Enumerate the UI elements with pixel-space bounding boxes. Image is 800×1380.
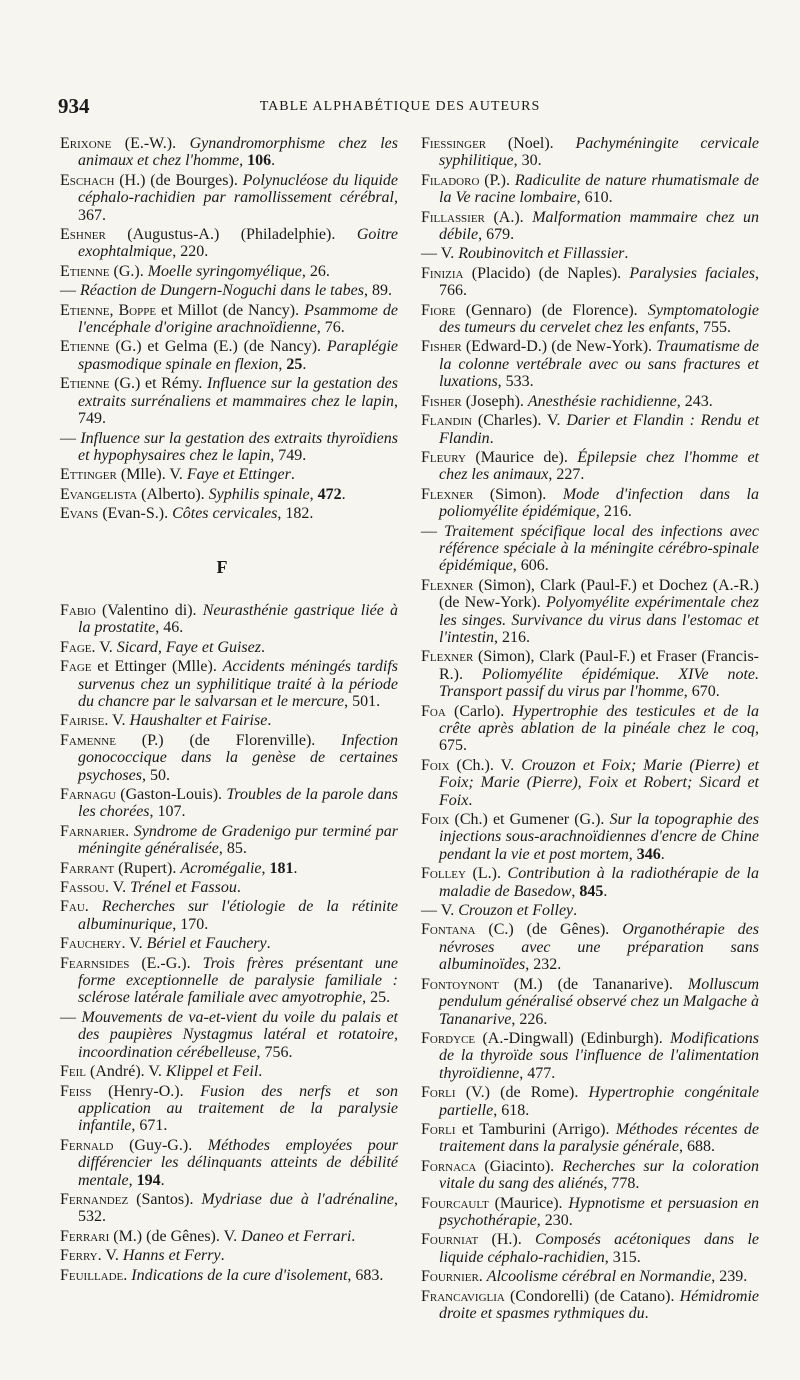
entry-detail: (Maurice de).	[465, 448, 578, 466]
entry-author: Foix	[421, 811, 450, 829]
entry-detail: (G.).	[109, 262, 148, 280]
index-entry: Ferry. V. Hanns et Ferry.	[60, 1247, 225, 1265]
entry-author: Fisher	[421, 392, 462, 410]
entry-detail: (Joseph).	[461, 392, 528, 410]
index-entry: Erixone (E.-W.). Gynandromorphisme chez les animaux et chez l'homme, 106.	[60, 135, 398, 170]
entry-page: 749	[78, 410, 102, 428]
entry-detail: .	[478, 1268, 487, 1286]
entries-f-right	[421, 135, 759, 1322]
entry-page: 766	[439, 282, 463, 300]
entry-author: Foix	[421, 756, 450, 774]
page-number: 934	[58, 94, 90, 118]
entry-author: Fontana	[421, 921, 476, 939]
entry-page: 106	[247, 152, 272, 170]
entry-page: 26	[309, 262, 326, 280]
entry-page: 749	[278, 446, 303, 464]
entry-title: Klippel et Feil	[165, 1063, 259, 1081]
entry-page: 606	[520, 557, 545, 575]
entry-title: Goitre exophtalmique	[78, 226, 398, 261]
index-entry: Feil (André). V. Klippel et Feil.	[60, 1063, 263, 1081]
entry-title: Faye et Ettinger	[186, 466, 291, 484]
entry-author: Finizia	[421, 264, 464, 282]
entry-page: 226	[519, 1010, 544, 1028]
entry-detail: (Simon).	[473, 485, 563, 503]
entry-detail: (Ch.) et Gumener (G.).	[449, 811, 610, 829]
entry-author: Fage	[60, 658, 92, 676]
index-entry: Fernandez (Santos). Mydriase due à l'adrénaline, 532.	[60, 1190, 399, 1226]
entry-detail: (P.) (de Florenville).	[115, 731, 342, 749]
entry-detail: (E.-W.).	[111, 135, 190, 152]
index-entry: Fernald (Guy-G.). Méthodes employées pour différencier les délinquants atteints de débilité mentale, 194.	[60, 1136, 399, 1189]
entry-detail: . V.	[91, 638, 117, 656]
entry-detail: — V.	[421, 245, 459, 263]
section-letter: F	[216, 556, 228, 577]
index-entry: Fairise. V. Haushalter et Fairise.	[60, 712, 272, 730]
entry-page: 671	[139, 1117, 164, 1135]
entry-title: Composés acétoniques dans le liquide céphalo-rachidien	[439, 1231, 759, 1266]
entry-author: Famenne	[60, 731, 116, 749]
entry-detail: (Ch.). V.	[449, 756, 522, 774]
entry-detail: et Ettinger (Mlle).	[91, 658, 223, 676]
index-entry: Etienne (G.). Moelle syringomyélique, 26.	[60, 262, 330, 280]
entry-detail: .	[84, 898, 102, 916]
entry-author: Flexner	[421, 648, 474, 666]
entry-author: Farnarier	[60, 822, 126, 840]
entry-detail: (Carlo).	[445, 702, 513, 720]
entry-title: Épilepsie chez l'homme et chez les animaux	[439, 448, 760, 484]
entry-author: Ferry	[60, 1247, 98, 1265]
index-entry: Fillassier (A.). Malformation mammaire chez un débile, 679.	[421, 208, 759, 244]
entry-title: Influence sur la gestation des extraits thyroïdiens et hypophysaires chez le lapin	[78, 429, 398, 464]
entry-title: Syndrome de Gradenigo pur terminé par méningite généralisée	[78, 822, 398, 858]
entry-title: Radiculite de nature rhumatismale de la Ve racine lombaire	[439, 171, 759, 207]
entry-detail: (Henry-O.).	[91, 1082, 201, 1100]
entry-title: Troubles de la parole dans les chorées	[78, 786, 398, 821]
entry-author: Forli	[421, 1084, 456, 1102]
index-entry: Evans (Evan-S.). Côtes cervicales, 182.	[60, 505, 314, 523]
entry-title: Hanns et Ferry	[122, 1247, 221, 1265]
entry-page: 181	[269, 859, 294, 877]
entry-title: Malformation mammaire chez un débile	[439, 208, 759, 244]
entry-author: Fage	[60, 638, 92, 656]
entry-author: Flandin	[421, 412, 473, 430]
index-entry: Flexner (Simon), Clark (Paul-F.) et Fraser (Francis-R.). Poliomyélite épidémique. XIVe note. Transport passif du virus par l'homme, 670.	[421, 648, 760, 701]
entry-page: 679	[486, 226, 511, 244]
entry-title: Hypertrophie congénitale partielle	[439, 1084, 760, 1119]
entry-page: 346	[636, 845, 661, 863]
index-entry: Fiessinger (Noel). Pachyméningite cervicale syphilitique, 30.	[421, 135, 759, 170]
entry-author: Fourcault	[421, 1194, 489, 1212]
entry-title: Neurasthénie gastrique liée à la prostatite	[78, 601, 399, 637]
index-entry: — Influence sur la gestation des extraits thyroïdiens et hypophysaires chez le lapin, 749.	[60, 429, 398, 464]
entry-page: 107	[157, 803, 182, 821]
index-entry: Feuillade. Indications de la cure d'isolement, 683.	[60, 1266, 384, 1284]
entry-detail: (Augustus-A.) (Philadelphie).	[105, 226, 357, 244]
entry-title: Moelle syringomyélique	[147, 262, 302, 280]
index-entry: Fleury (Maurice de). Épilepsie chez l'homme et chez les animaux, 227.	[421, 448, 760, 484]
entry-page: 755	[702, 319, 727, 337]
entry-author: Francaviglia	[421, 1287, 505, 1305]
entry-title: Roubinovitch et Fillassier	[458, 245, 625, 263]
entry-author: Farnagu	[60, 786, 116, 803]
right-column	[421, 135, 759, 1324]
entry-title: Traitement spécifique local des infections avec référence spéciale à la méningite cérébro-spinale épidémique	[439, 522, 760, 575]
entry-page: 25	[370, 989, 387, 1007]
entry-title: Pachyméningite cervicale syphilitique	[439, 135, 759, 170]
index-entry: Francaviglia (Condorelli) (de Catano). Hémidromie droite et spasmes rythmiques du.	[421, 1287, 759, 1322]
entry-author: Etienne	[60, 375, 110, 393]
entry-detail: (G.) et Rémy.	[109, 375, 207, 393]
entry-page: 50	[149, 766, 166, 784]
entry-title: Poliomyélite épidémique. XIVe note. Transport passif du virus par l'homme	[439, 665, 760, 701]
entry-title: Molluscum pendulum généralisé observé chez un Malgache à Tananarive	[439, 975, 759, 1028]
entry-author: Flexner	[421, 485, 474, 503]
entry-title: Hémidromie droite et spasmes rythmiques du	[439, 1287, 759, 1322]
entry-page: 367	[78, 206, 102, 224]
entry-page: 533	[505, 373, 530, 391]
entry-title: Haushalter et Fairise	[129, 712, 268, 730]
index-entry: Etienne (G.) et Rémy. Influence sur la gestation des extraits surrénaliens et mammaires chez le lapin, 749.	[60, 375, 398, 428]
entry-detail: (Guy-G.).	[113, 1136, 208, 1154]
entry-author: Fernandez	[60, 1190, 129, 1208]
index-entry: — V. Crouzon et Folley.	[421, 902, 578, 920]
entry-detail: (Gennaro) (de Florence).	[455, 301, 648, 319]
entry-title: Sicard, Faye et Guisez	[116, 638, 261, 656]
entry-page: 477	[527, 1064, 552, 1082]
entry-author: Erixone	[60, 135, 112, 152]
entry-page: 845	[579, 882, 604, 900]
entry-detail: (Santos).	[128, 1190, 202, 1208]
entry-detail: —	[421, 522, 445, 540]
entry-detail: (Condorelli) (de Catano).	[504, 1287, 680, 1305]
entry-author: Fisher	[421, 338, 462, 356]
running-head: TABLE ALPHABÉTIQUE DES AUTEURS	[259, 99, 541, 114]
index-entry: Fontoynont (M.) (de Tananarive). Molluscum pendulum généralisé observé chez un Malgache à Tananarive, 226.	[421, 975, 759, 1028]
entry-author: Flexner	[421, 576, 474, 594]
entry-author: Eschach	[60, 171, 115, 189]
entry-title: Mydriase due à l'adrénaline	[201, 1190, 395, 1208]
entry-title: Symptomatologie des tumeurs du cervelet chez les enfants	[439, 301, 759, 337]
entry-detail: (Placido) (de Naples).	[463, 264, 630, 282]
index-entry: Fabio (Valentino di). Neurasthénie gastrique liée à la prostatite, 46.	[60, 601, 399, 637]
index-entry: Fearnsides (E.-G.). Trois frères présentant une forme exceptionnelle de paralysie familiale : sclérose latérale familiale avec amyotrophie, 25.	[60, 954, 399, 1007]
entry-detail: — V.	[421, 902, 459, 920]
entry-author: Fassou	[60, 879, 105, 897]
entry-page: 610	[584, 189, 609, 207]
entry-author: Feuillade	[60, 1266, 124, 1284]
entry-detail: (Alberto).	[137, 485, 209, 503]
entry-page: 182	[285, 505, 310, 523]
entry-author: Filadoro	[421, 171, 480, 189]
entry-detail: (A.-Dingwall) (Edinburgh).	[475, 1029, 671, 1047]
index-entry: Fage. V. Sicard, Faye et Guisez.	[60, 638, 265, 656]
entry-title: Acromégalie	[180, 859, 262, 877]
entry-detail: . V.	[121, 935, 147, 953]
entry-author: Foa	[421, 702, 446, 720]
index-entry: Fisher (Joseph). Anesthésie rachidienne, 243.	[421, 392, 713, 410]
index-entry: — V. Roubinovitch et Fillassier.	[421, 245, 629, 263]
index-entry: Feiss (Henry-O.). Fusion des nerfs et son application au traitement de la paralysie infantile, 671.	[60, 1082, 398, 1135]
entry-title: Hypnotisme et persuasion en psychothérapie	[439, 1194, 759, 1229]
index-entry: Fourniat (H.). Composés acétoniques dans le liquide céphalo-rachidien, 315.	[421, 1231, 759, 1266]
entry-page: 675	[439, 737, 463, 755]
entry-title: Darier et Flandin : Rendu et Flandin	[439, 412, 760, 447]
index-entry: Forli et Tamburini (Arrigo). Méthodes récentes de traitement dans la paralysie générale, 688.	[421, 1120, 759, 1156]
entry-page: 315	[612, 1248, 637, 1266]
entry-title: Crouzon et Foix; Marie (Pierre) et Foix; Marie (Pierre), Foix et Robert; Sicard et Foix	[439, 756, 760, 809]
entry-page: 46	[163, 619, 180, 637]
entry-detail: (Charles). V.	[472, 412, 567, 430]
entry-title: Paralysies faciales	[629, 264, 756, 282]
entry-page: 30	[521, 152, 538, 170]
entry-page: 232	[533, 956, 558, 974]
index-entry: Farnagu (Gaston-Louis). Troubles de la parole dans les chorées, 107.	[60, 786, 398, 821]
entry-detail: (Simon), Clark (Paul-F.) et Fraser (Francis-R.).	[439, 648, 759, 683]
entry-title: Polyomyélite expérimentale chez les singes. Survivance du virus dans l'estomac et l'intestin	[439, 594, 759, 646]
entry-title: Indications de la cure d'isolement	[131, 1266, 348, 1284]
entry-page: 243	[684, 392, 709, 410]
entry-title: Hypertrophie des testicules et de la crête après ablation de la pinéale chez le coq	[439, 702, 759, 737]
entry-title: Modifications de la thyroïde sous l'influence de l'alimentation thyroïdienne	[439, 1029, 759, 1082]
entry-page: 472	[317, 485, 342, 503]
entry-detail: (Edward-D.) (de New-York).	[461, 338, 657, 356]
entry-author: Folley	[421, 865, 466, 883]
entry-detail: (Noel).	[486, 135, 576, 152]
index-entry: Farrant (Rupert). Acromégalie, 181.	[60, 859, 298, 877]
entry-detail: (P.).	[479, 171, 515, 189]
entry-title: Recherches sur la coloration vitale du sang des aliénés	[439, 1157, 760, 1193]
entry-author: Fontoynont	[421, 975, 499, 993]
index-entry: — Réaction de Dungern-Noguchi dans le tabes, 89.	[60, 282, 392, 300]
entry-author: Fearnsides	[60, 954, 130, 972]
index-entry: Ferrari (M.) (de Gênes). V. Daneo et Ferrari.	[60, 1227, 356, 1245]
entry-author: Fiore	[421, 301, 456, 319]
entry-page: 216	[501, 628, 526, 646]
entry-title: Bériel et Fauchery	[146, 935, 267, 953]
index-entry: Fisher (Edward-D.) (de New-York). Traumatisme de la colonne vertébrale avec ou sans fractures et luxations, 533.	[421, 338, 760, 391]
entry-author: Fiessinger	[421, 135, 487, 152]
entry-author: Evans	[60, 505, 99, 523]
entry-author: Fabio	[60, 601, 96, 619]
entry-detail: (H.).	[478, 1231, 536, 1249]
entry-detail: et Millot (de Nancy).	[156, 301, 305, 319]
index-entry: Fourcault (Maurice). Hypnotisme et persuasion en psychothérapie, 230.	[421, 1194, 759, 1229]
index-entry: Ettinger (Mlle). V. Faye et Ettinger.	[60, 466, 295, 484]
index-entry: Fordyce (A.-Dingwall) (Edinburgh). Modifications de la thyroïde sous l'influence de l'alimentation thyroïdienne, 477.	[421, 1029, 759, 1082]
entry-title: Trénel et Fassou	[130, 879, 237, 897]
entry-author: Feiss	[60, 1082, 92, 1100]
entry-page: 25	[286, 355, 303, 373]
entry-page: 85	[226, 840, 243, 858]
entry-title: Réaction de Dungern-Noguchi dans le tabes	[80, 282, 364, 300]
index-entry: Flandin (Charles). V. Darier et Flandin : Rendu et Flandin.	[421, 412, 760, 447]
entry-page: 618	[501, 1101, 526, 1119]
entry-detail: (L.).	[465, 865, 508, 883]
entry-author: Fordyce	[421, 1029, 476, 1047]
entry-title: Psammome de l'encéphale d'origine arachnoïdienne	[78, 301, 398, 337]
entry-title: Paraplégie spasmodique spinale en flexion	[78, 338, 398, 373]
entry-author: Fourniat	[421, 1231, 479, 1249]
entry-title: Recherches sur l'étiologie de la rétinite albuminurique	[78, 898, 398, 933]
entry-title: Méthodes employées pour différencier les délinquants atteints de débilité mentale	[78, 1136, 399, 1189]
entry-detail: . V.	[104, 879, 131, 897]
index-entry: Foix (Ch.) et Gumener (G.). Sur la topographie des injections sous-arachnoïdiennes d'encre de Chine pendant la vie et post mortem, 346.	[421, 811, 759, 863]
entry-title: Daneo et Ferrari	[241, 1227, 352, 1245]
index-entry: Fournier. Alcoolisme cérébral en Normandie, 239.	[421, 1268, 748, 1286]
entry-detail: (André). V.	[86, 1063, 166, 1081]
entry-page: 239	[719, 1268, 744, 1286]
entries-f-left	[60, 602, 398, 1284]
entry-title: Organothérapie des névroses avec une préparation sans albuminoïdes	[439, 921, 759, 974]
index-entry: Fassou. V. Trénel et Fassou.	[60, 879, 241, 897]
entry-detail: .	[123, 1266, 132, 1284]
entry-title: Mode d'infection dans la poliomyélite épidémique	[439, 485, 759, 521]
entry-detail: (H.) (de Bourges).	[114, 171, 243, 189]
entry-page: 778	[611, 1175, 636, 1193]
entry-page: 227	[556, 466, 581, 484]
entry-title: Accidents méningés tardifs survenus chez un syphilitique traité à la période du chancre par le salvarsan et le mercure	[78, 658, 398, 710]
entry-title: Trois frères présentant une forme exceptionnelle de paralysie familiale : sclérose latérale familiale avec amyotrophie	[78, 954, 399, 1007]
index-entry: Famenne (P.) (de Florenville). Infection gonococcique dans la genèse de certaines psychoses, 50.	[60, 731, 398, 784]
index-entry: Fornaca (Giacinto). Recherches sur la coloration vitale du sang des aliénés, 778.	[421, 1157, 760, 1193]
entry-detail: (M.) (de Tananarive).	[498, 975, 688, 993]
entry-detail: (C.) (de Gênes).	[475, 921, 623, 939]
entry-title: Contribution à la radiothérapie de la maladie de Basedow	[439, 865, 759, 900]
index-entry: Eshner (Augustus-A.) (Philadelphie). Goitre exophtalmique, 220.	[60, 226, 398, 261]
entry-author: Fillassier	[421, 208, 485, 226]
entry-page: 688	[686, 1138, 711, 1156]
index-entry: Fiore (Gennaro) (de Florence). Symptomatologie des tumeurs du cervelet chez les enfants, 755.	[421, 301, 759, 337]
entry-author: Feil	[60, 1063, 86, 1081]
entry-detail: .	[125, 822, 134, 840]
entry-detail: (Mlle). V.	[116, 466, 187, 484]
entry-author: Ettinger	[60, 466, 117, 484]
index-entry: Forli (V.) (de Rome). Hypertrophie congénitale partielle, 618.	[421, 1084, 760, 1119]
entries-e	[60, 135, 398, 523]
entry-title: Polynucléose du liquide céphalo-rachidien par ramollissement cérébral	[78, 171, 399, 207]
index-entry: Evangelista (Alberto). Syphilis spinale, 472.	[60, 485, 346, 503]
entry-title: Syphilis spinale	[208, 485, 310, 503]
entry-detail: (M.) (de Gênes). V.	[109, 1227, 242, 1245]
index-entry: Folley (L.). Contribution à la radiothérapie de la maladie de Basedow, 845.	[421, 865, 759, 900]
entry-author: Eshner	[60, 226, 106, 244]
index-entry: Fage et Ettinger (Mlle). Accidents méningés tardifs survenus chez un syphilitique traité à la période du chancre par le salvarsan et le mercure, 501.	[60, 658, 398, 710]
entry-detail: (Rupert).	[114, 859, 181, 877]
entry-page: 756	[264, 1043, 289, 1061]
entry-page: 670	[691, 683, 716, 701]
entry-title: Méthodes récentes de traitement dans la paralysie générale	[439, 1120, 759, 1156]
entry-detail: (Giacinto).	[476, 1157, 563, 1175]
index-entry: Foix (Ch.). V. Crouzon et Foix; Marie (Pierre) et Foix; Marie (Pierre), Foix et Robert; Sicard et Foix.	[421, 756, 760, 809]
entry-detail: et Tamburini (Arrigo).	[455, 1120, 616, 1138]
entry-detail: (Valentino di).	[95, 601, 203, 619]
entry-author: Etienne	[60, 338, 110, 356]
entry-author: Fernald	[60, 1136, 114, 1154]
entry-title: Infection gonococcique dans la genèse de certaines psychoses	[78, 731, 398, 784]
entry-page: 194	[136, 1171, 161, 1189]
index-entry: Flexner (Simon). Mode d'infection dans la poliomyélite épidémique, 216.	[421, 485, 759, 521]
entry-page: 216	[603, 503, 628, 521]
entry-page: 532	[78, 1208, 102, 1226]
entry-title: Crouzon et Folley	[458, 902, 574, 920]
entry-page: 89	[371, 282, 388, 300]
index-entry: — Traitement spécifique local des infections avec référence spéciale à la méningite cérébro-spinale épidémique, 606.	[421, 522, 760, 575]
index-entry: Flexner (Simon), Clark (Paul-F.) et Dochez (A.-R.) (de New-York). Polyomyélite expérimentale chez les singes. Survivance du virus dans l'estomac et l'intestin, 216.	[421, 576, 759, 646]
entry-author: Forli	[421, 1120, 456, 1138]
entry-page: 76	[324, 319, 341, 337]
entry-detail: (Gaston-Louis).	[115, 786, 227, 803]
entry-author: Fauchery	[60, 935, 122, 953]
index-entry: Foa (Carlo). Hypertrophie des testicules et de la crête après ablation de la pinéale chez le coq, 675.	[421, 702, 759, 755]
entry-author: Fairise	[60, 712, 105, 730]
entry-title: Traumatisme de la colonne vertébrale avec ou sans fractures et luxations	[439, 338, 760, 391]
entry-page: 230	[544, 1211, 569, 1229]
entry-page: 170	[180, 915, 205, 933]
entry-title: Côtes cervicales	[172, 505, 278, 523]
entry-page: 501	[352, 692, 377, 710]
entry-detail: (A.).	[484, 208, 533, 226]
entry-title: Gynandromorphisme chez les animaux et chez l'homme	[78, 135, 398, 170]
entry-author: Fournier	[421, 1268, 479, 1286]
index-entry: Farnarier. Syndrome de Gradenigo pur terminé par méningite généralisée, 85.	[60, 822, 398, 858]
entry-detail: (Simon), Clark (Paul-F.) et Dochez (A.-R.) (de New-York).	[439, 576, 759, 612]
entry-author: Farrant	[60, 859, 115, 877]
entry-title: Anesthésie rachidienne	[527, 392, 677, 410]
entry-author: Fleury	[421, 448, 466, 466]
entry-author: Etienne	[60, 262, 110, 280]
index-entry: Etienne (G.) et Gelma (E.) (de Nancy). Paraplégie spasmodique spinale en flexion, 25.	[60, 338, 398, 373]
entry-author: Fau	[60, 898, 85, 916]
entry-detail: —	[60, 429, 81, 447]
entry-author: Fornaca	[421, 1157, 477, 1175]
index-entry: Filadoro (P.). Radiculite de nature rhumatismale de la Ve racine lombaire, 610.	[421, 171, 759, 207]
entry-detail: (Evan-S.).	[98, 505, 173, 523]
entry-title: Sur la topographie des injections sous-arachnoïdiennes d'encre de Chine pendant la vie et post mortem	[439, 811, 759, 863]
entry-detail: (E.-G.).	[129, 954, 203, 972]
left-column	[60, 135, 398, 1286]
entry-title: Influence sur la gestation des extraits surrénaliens et mammaires chez le lapin	[78, 375, 398, 410]
entry-detail: (G.) et Gelma (E.) (de Nancy).	[109, 338, 327, 356]
entry-detail: . V.	[97, 1247, 123, 1265]
entry-author: Evangelista	[60, 485, 138, 503]
entry-title: Mouvements de va-et-vient du voile du palais et des paupières Nystagmus latéral et rotatoire, incoordination cérébelleuse	[78, 1008, 398, 1061]
index-entry: Fau. Recherches sur l'étiologie de la rétinite albuminurique, 170.	[60, 898, 398, 933]
index-entry: Fauchery. V. Bériel et Fauchery.	[60, 935, 271, 953]
entry-title: Alcoolisme cérébral en Normandie	[486, 1268, 712, 1286]
entry-detail: . V.	[104, 712, 130, 730]
index-entry: Finizia (Placido) (de Naples). Paralysies faciales, 766.	[421, 264, 760, 300]
index-entry: Etienne, Boppe et Millot (de Nancy). Psammome de l'encéphale d'origine arachnoïdienne, 76.	[60, 301, 398, 337]
entry-author: Etienne, Boppe	[60, 301, 157, 319]
index-entry: Eschach (H.) (de Bourges). Polynucléose du liquide céphalo-rachidien par ramollissement cérébral, 367.	[60, 171, 399, 224]
entry-author: Ferrari	[60, 1227, 110, 1245]
entry-page: 220	[180, 243, 205, 261]
entry-title: Fusion des nerfs et son application au traitement de la paralysie infantile	[78, 1082, 398, 1135]
entry-page: 683	[355, 1266, 380, 1284]
entry-detail: (Maurice).	[488, 1194, 569, 1212]
entry-detail: (V.) (de Rome).	[455, 1084, 589, 1102]
entry-detail: —	[60, 1008, 82, 1026]
entry-detail: —	[60, 282, 80, 300]
index-entry: — Mouvements de va-et-vient du voile du palais et des paupières Nystagmus latéral et rotatoire, incoordination cérébelleuse, 756.	[60, 1008, 398, 1061]
index-entry: Fontana (C.) (de Gênes). Organothérapie des névroses avec une préparation sans albuminoïdes, 232.	[421, 921, 759, 974]
